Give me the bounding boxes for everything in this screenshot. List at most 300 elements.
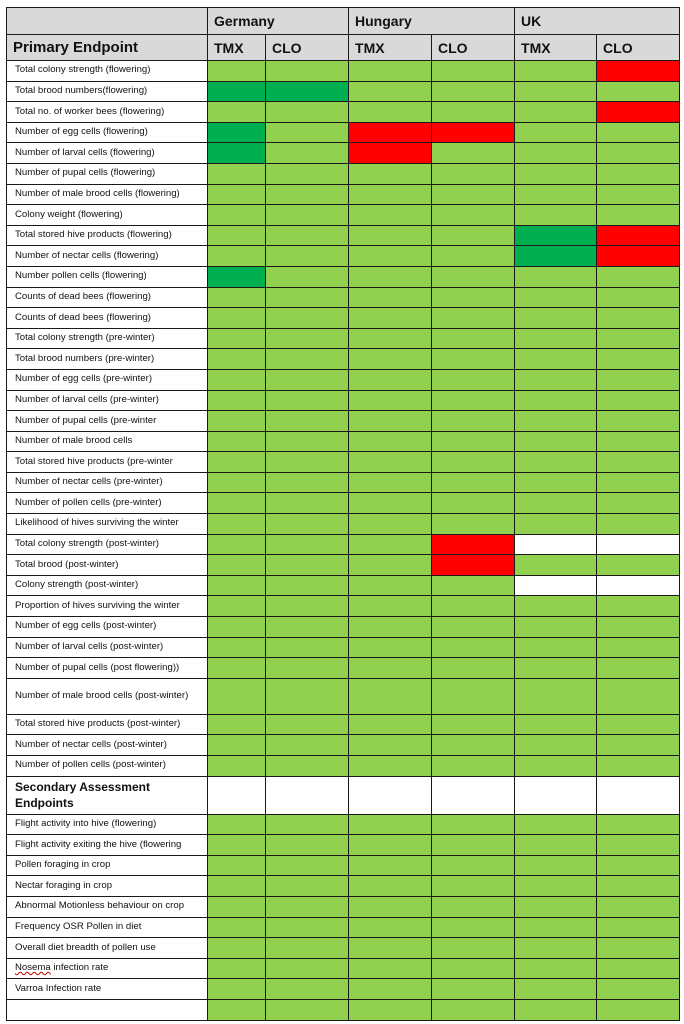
positive-effect-cell-germany-tmx [208, 266, 266, 287]
endpoint-label: Number of male brood cells [7, 431, 208, 452]
no-effect-cell-germany-tmx [208, 493, 266, 514]
no-effect-cell-germany-clo [266, 143, 349, 164]
endpoint-row [7, 411, 680, 432]
no-effect-cell-germany-tmx [208, 678, 266, 714]
no-effect-cell-germany-tmx [208, 102, 266, 123]
no-effect-cell-germany-clo [266, 122, 349, 143]
no-effect-cell-hungary-tmx [349, 246, 432, 267]
no-effect-cell-hungary-clo [432, 596, 515, 617]
endpoint-row [7, 756, 680, 777]
no-effect-cell-uk-clo [597, 328, 680, 349]
empty-cell-uk-clo [597, 776, 680, 814]
no-effect-cell-germany-tmx [208, 917, 266, 938]
no-effect-cell-hungary-clo [432, 246, 515, 267]
no-effect-cell-germany-clo [266, 61, 349, 82]
primary-endpoint-heading: Primary Endpoint [7, 35, 208, 61]
no-effect-cell-germany-tmx [208, 246, 266, 267]
endpoint-label: Flight activity into hive (flowering) [7, 814, 208, 835]
no-effect-cell-germany-clo [266, 246, 349, 267]
positive-effect-cell-uk-tmx [515, 246, 597, 267]
endpoint-row [7, 184, 680, 205]
no-effect-cell-germany-clo [266, 514, 349, 535]
no-effect-cell-germany-tmx [208, 617, 266, 638]
no-effect-cell-germany-clo [266, 917, 349, 938]
no-effect-cell-hungary-clo [432, 678, 515, 714]
endpoint-row [7, 917, 680, 938]
no-effect-cell-uk-tmx [515, 390, 597, 411]
no-effect-cell-uk-tmx [515, 714, 597, 735]
endpoint-row [7, 452, 680, 473]
endpoint-row [7, 658, 680, 679]
no-effect-cell-uk-clo [597, 493, 680, 514]
endpoint-row [7, 205, 680, 226]
endpoint-label [7, 999, 208, 1020]
empty-cell-hungary-clo [432, 776, 515, 814]
no-effect-cell-uk-tmx [515, 431, 597, 452]
no-effect-cell-hungary-clo [432, 855, 515, 876]
treatment-uk-tmx: TMX [515, 35, 597, 61]
no-effect-cell-germany-clo [266, 938, 349, 959]
no-effect-cell-hungary-clo [432, 958, 515, 979]
no-effect-cell-hungary-tmx [349, 328, 432, 349]
endpoint-label: Number of pollen cells (post-winter) [7, 756, 208, 777]
endpoint-label: Total colony strength (pre-winter) [7, 328, 208, 349]
no-effect-cell-germany-tmx [208, 938, 266, 959]
no-effect-cell-hungary-clo [432, 735, 515, 756]
endpoint-row [7, 390, 680, 411]
empty-cell-germany-clo [266, 776, 349, 814]
no-effect-cell-hungary-clo [432, 205, 515, 226]
no-effect-cell-germany-tmx [208, 349, 266, 370]
no-effect-cell-hungary-clo [432, 81, 515, 102]
no-effect-cell-uk-tmx [515, 122, 597, 143]
no-effect-cell-germany-tmx [208, 452, 266, 473]
endpoint-row [7, 835, 680, 856]
endpoint-row [7, 61, 680, 82]
no-effect-cell-germany-tmx [208, 855, 266, 876]
no-effect-cell-germany-clo [266, 205, 349, 226]
no-effect-cell-germany-tmx [208, 514, 266, 535]
endpoint-row [7, 814, 680, 835]
no-effect-cell-uk-clo [597, 143, 680, 164]
no-effect-cell-germany-tmx [208, 637, 266, 658]
no-effect-cell-hungary-clo [432, 369, 515, 390]
no-effect-cell-germany-clo [266, 472, 349, 493]
no-effect-cell-germany-clo [266, 855, 349, 876]
country-uk: UK [515, 8, 680, 35]
endpoint-row [7, 349, 680, 370]
no-effect-cell-germany-clo [266, 678, 349, 714]
no-effect-cell-germany-tmx [208, 184, 266, 205]
empty-cell-germany-tmx [208, 776, 266, 814]
no-effect-cell-hungary-clo [432, 617, 515, 638]
no-effect-cell-uk-clo [597, 876, 680, 897]
no-effect-cell-uk-tmx [515, 287, 597, 308]
no-effect-cell-uk-clo [597, 678, 680, 714]
spellcheck-word: Nosema [15, 962, 51, 974]
treatment-germany-clo: CLO [266, 35, 349, 61]
endpoint-row [7, 855, 680, 876]
no-effect-cell-uk-tmx [515, 369, 597, 390]
no-effect-cell-uk-clo [597, 308, 680, 329]
no-effect-cell-hungary-clo [432, 431, 515, 452]
no-effect-cell-uk-tmx [515, 163, 597, 184]
no-effect-cell-hungary-clo [432, 938, 515, 959]
no-effect-cell-uk-clo [597, 266, 680, 287]
endpoint-label: Number of nectar cells (post-winter) [7, 735, 208, 756]
no-effect-cell-uk-clo [597, 917, 680, 938]
no-effect-cell-germany-clo [266, 493, 349, 514]
no-effect-cell-hungary-tmx [349, 431, 432, 452]
negative-effect-cell-hungary-clo [432, 534, 515, 555]
endpoint-row [7, 246, 680, 267]
no-effect-cell-germany-clo [266, 163, 349, 184]
endpoint-label: Total brood numbers (pre-winter) [7, 349, 208, 370]
no-effect-cell-hungary-clo [432, 979, 515, 1000]
no-effect-cell-germany-tmx [208, 287, 266, 308]
no-effect-cell-germany-tmx [208, 431, 266, 452]
endpoint-label: Number of nectar cells (flowering) [7, 246, 208, 267]
no-effect-cell-uk-tmx [515, 735, 597, 756]
negative-effect-cell-hungary-clo [432, 555, 515, 576]
no-effect-cell-hungary-tmx [349, 266, 432, 287]
no-effect-cell-hungary-tmx [349, 617, 432, 638]
no-effect-cell-hungary-tmx [349, 714, 432, 735]
endpoint-row [7, 958, 680, 979]
no-effect-cell-hungary-clo [432, 266, 515, 287]
endpoint-row [7, 999, 680, 1020]
no-effect-cell-germany-clo [266, 835, 349, 856]
endpoint-label: Counts of dead bees (flowering) [7, 308, 208, 329]
no-effect-cell-uk-tmx [515, 555, 597, 576]
no-effect-cell-hungary-tmx [349, 493, 432, 514]
endpoint-row [7, 328, 680, 349]
treatment-header-row [7, 35, 680, 61]
endpoint-label: Total colony strength (flowering) [7, 61, 208, 82]
no-effect-cell-germany-tmx [208, 658, 266, 679]
no-effect-cell-uk-tmx [515, 814, 597, 835]
endpoint-label: Number of egg cells (flowering) [7, 122, 208, 143]
no-effect-cell-hungary-clo [432, 287, 515, 308]
no-effect-cell-germany-clo [266, 735, 349, 756]
endpoint-label: Number of pupal cells (pre-winter [7, 411, 208, 432]
endpoint-label: Total stored hive products (post-winter) [7, 714, 208, 735]
positive-effect-cell-uk-tmx [515, 225, 597, 246]
endpoint-row [7, 896, 680, 917]
no-effect-cell-germany-tmx [208, 225, 266, 246]
negative-effect-cell-uk-clo [597, 102, 680, 123]
no-effect-cell-uk-tmx [515, 349, 597, 370]
negative-effect-cell-hungary-tmx [349, 143, 432, 164]
no-effect-cell-uk-clo [597, 163, 680, 184]
endpoint-row [7, 122, 680, 143]
endpoint-row [7, 596, 680, 617]
no-effect-cell-hungary-clo [432, 876, 515, 897]
endpoint-label: Total no. of worker bees (flowering) [7, 102, 208, 123]
endpoint-row [7, 287, 680, 308]
no-effect-cell-hungary-tmx [349, 835, 432, 856]
no-effect-cell-germany-clo [266, 431, 349, 452]
no-effect-cell-uk-clo [597, 184, 680, 205]
no-effect-cell-hungary-clo [432, 514, 515, 535]
no-effect-cell-uk-tmx [515, 658, 597, 679]
no-effect-cell-hungary-tmx [349, 163, 432, 184]
no-effect-cell-germany-tmx [208, 472, 266, 493]
no-effect-cell-hungary-tmx [349, 678, 432, 714]
endpoint-label: Total colony strength (post-winter) [7, 534, 208, 555]
no-effect-cell-hungary-clo [432, 637, 515, 658]
treatment-uk-clo: CLO [597, 35, 680, 61]
endpoint-label: Total brood numbers(flowering) [7, 81, 208, 102]
no-effect-cell-hungary-clo [432, 917, 515, 938]
no-effect-cell-hungary-tmx [349, 979, 432, 1000]
no-effect-cell-germany-tmx [208, 308, 266, 329]
no-effect-cell-uk-tmx [515, 958, 597, 979]
section-heading: Secondary Assessment Endpoints [7, 776, 208, 814]
empty-cell-uk-tmx [515, 575, 597, 596]
endpoint-label: Number pollen cells (flowering) [7, 266, 208, 287]
no-effect-cell-hungary-tmx [349, 184, 432, 205]
endpoint-row [7, 637, 680, 658]
section-header-row [7, 776, 680, 814]
endpoint-label: Likelihood of hives surviving the winter [7, 514, 208, 535]
endpoint-label: Number of larval cells (pre-winter) [7, 390, 208, 411]
no-effect-cell-germany-clo [266, 349, 349, 370]
no-effect-cell-uk-tmx [515, 184, 597, 205]
no-effect-cell-hungary-tmx [349, 999, 432, 1020]
endpoint-label: Counts of dead bees (flowering) [7, 287, 208, 308]
endpoint-row [7, 514, 680, 535]
endpoint-label: Number of nectar cells (pre-winter) [7, 472, 208, 493]
no-effect-cell-hungary-tmx [349, 205, 432, 226]
no-effect-cell-hungary-clo [432, 184, 515, 205]
no-effect-cell-uk-tmx [515, 835, 597, 856]
endpoint-row [7, 493, 680, 514]
no-effect-cell-hungary-clo [432, 411, 515, 432]
no-effect-cell-hungary-tmx [349, 756, 432, 777]
endpoint-label: Number of egg cells (pre-winter) [7, 369, 208, 390]
endpoint-row [7, 225, 680, 246]
no-effect-cell-germany-tmx [208, 735, 266, 756]
no-effect-cell-germany-clo [266, 958, 349, 979]
no-effect-cell-uk-clo [597, 555, 680, 576]
no-effect-cell-germany-tmx [208, 411, 266, 432]
endpoint-label: Number of male brood cells (flowering) [7, 184, 208, 205]
endpoint-row [7, 308, 680, 329]
endpoint-row [7, 876, 680, 897]
no-effect-cell-uk-clo [597, 637, 680, 658]
no-effect-cell-hungary-tmx [349, 637, 432, 658]
no-effect-cell-germany-clo [266, 390, 349, 411]
no-effect-cell-uk-tmx [515, 514, 597, 535]
no-effect-cell-germany-clo [266, 452, 349, 473]
no-effect-cell-uk-tmx [515, 979, 597, 1000]
no-effect-cell-uk-clo [597, 349, 680, 370]
no-effect-cell-germany-tmx [208, 835, 266, 856]
no-effect-cell-hungary-clo [432, 163, 515, 184]
no-effect-cell-uk-tmx [515, 472, 597, 493]
no-effect-cell-uk-tmx [515, 61, 597, 82]
no-effect-cell-germany-tmx [208, 714, 266, 735]
no-effect-cell-germany-tmx [208, 999, 266, 1020]
no-effect-cell-germany-tmx [208, 534, 266, 555]
no-effect-cell-germany-tmx [208, 575, 266, 596]
no-effect-cell-hungary-tmx [349, 938, 432, 959]
no-effect-cell-germany-clo [266, 328, 349, 349]
no-effect-cell-hungary-tmx [349, 514, 432, 535]
no-effect-cell-uk-clo [597, 452, 680, 473]
endpoint-row [7, 143, 680, 164]
positive-effect-cell-germany-tmx [208, 81, 266, 102]
no-effect-cell-germany-clo [266, 102, 349, 123]
endpoint-row [7, 575, 680, 596]
positive-effect-cell-germany-tmx [208, 143, 266, 164]
treatment-germany-tmx: TMX [208, 35, 266, 61]
no-effect-cell-uk-clo [597, 999, 680, 1020]
no-effect-cell-uk-clo [597, 287, 680, 308]
no-effect-cell-hungary-clo [432, 714, 515, 735]
no-effect-cell-uk-tmx [515, 452, 597, 473]
no-effect-cell-germany-clo [266, 287, 349, 308]
no-effect-cell-germany-clo [266, 575, 349, 596]
endpoint-row [7, 617, 680, 638]
no-effect-cell-uk-tmx [515, 81, 597, 102]
no-effect-cell-hungary-clo [432, 493, 515, 514]
no-effect-cell-germany-tmx [208, 979, 266, 1000]
no-effect-cell-uk-clo [597, 122, 680, 143]
no-effect-cell-germany-clo [266, 999, 349, 1020]
no-effect-cell-uk-tmx [515, 756, 597, 777]
endpoint-label: Varroa Infection rate [7, 979, 208, 1000]
endpoint-row [7, 369, 680, 390]
no-effect-cell-hungary-clo [432, 999, 515, 1020]
no-effect-cell-hungary-clo [432, 658, 515, 679]
no-effect-cell-uk-tmx [515, 143, 597, 164]
negative-effect-cell-uk-clo [597, 225, 680, 246]
no-effect-cell-hungary-tmx [349, 61, 432, 82]
no-effect-cell-hungary-tmx [349, 534, 432, 555]
no-effect-cell-hungary-tmx [349, 876, 432, 897]
empty-cell-uk-clo [597, 575, 680, 596]
no-effect-cell-uk-tmx [515, 917, 597, 938]
no-effect-cell-uk-clo [597, 896, 680, 917]
no-effect-cell-uk-clo [597, 714, 680, 735]
no-effect-cell-uk-tmx [515, 493, 597, 514]
no-effect-cell-hungary-clo [432, 308, 515, 329]
endpoint-row [7, 472, 680, 493]
no-effect-cell-hungary-clo [432, 349, 515, 370]
no-effect-cell-hungary-tmx [349, 735, 432, 756]
no-effect-cell-hungary-clo [432, 328, 515, 349]
no-effect-cell-hungary-clo [432, 814, 515, 835]
header-corner-cell [7, 8, 208, 35]
no-effect-cell-germany-clo [266, 369, 349, 390]
treatment-hungary-clo: CLO [432, 35, 515, 61]
no-effect-cell-hungary-tmx [349, 896, 432, 917]
endpoint-label: Number of pupal cells (flowering) [7, 163, 208, 184]
no-effect-cell-hungary-clo [432, 143, 515, 164]
endpoint-row [7, 714, 680, 735]
no-effect-cell-hungary-tmx [349, 596, 432, 617]
no-effect-cell-germany-tmx [208, 205, 266, 226]
no-effect-cell-germany-clo [266, 637, 349, 658]
positive-effect-cell-germany-clo [266, 81, 349, 102]
treatment-hungary-tmx: TMX [349, 35, 432, 61]
no-effect-cell-uk-clo [597, 855, 680, 876]
endpoint-row [7, 81, 680, 102]
no-effect-cell-uk-clo [597, 411, 680, 432]
no-effect-cell-hungary-tmx [349, 349, 432, 370]
no-effect-cell-uk-tmx [515, 637, 597, 658]
no-effect-cell-uk-tmx [515, 617, 597, 638]
no-effect-cell-uk-clo [597, 735, 680, 756]
no-effect-cell-hungary-tmx [349, 369, 432, 390]
no-effect-cell-uk-tmx [515, 205, 597, 226]
no-effect-cell-hungary-clo [432, 835, 515, 856]
empty-cell-uk-tmx [515, 776, 597, 814]
endpoint-label: Nectar foraging in crop [7, 876, 208, 897]
no-effect-cell-hungary-clo [432, 225, 515, 246]
no-effect-cell-germany-tmx [208, 555, 266, 576]
endpoint-label: Nosema infection rate [7, 958, 208, 979]
no-effect-cell-germany-tmx [208, 876, 266, 897]
endpoint-label: Abnormal Motionless behaviour on crop [7, 896, 208, 917]
no-effect-cell-hungary-tmx [349, 390, 432, 411]
no-effect-cell-uk-clo [597, 979, 680, 1000]
no-effect-cell-germany-tmx [208, 163, 266, 184]
endpoint-row [7, 163, 680, 184]
no-effect-cell-uk-clo [597, 390, 680, 411]
no-effect-cell-germany-tmx [208, 896, 266, 917]
no-effect-cell-uk-clo [597, 814, 680, 835]
no-effect-cell-uk-tmx [515, 999, 597, 1020]
endpoint-row [7, 534, 680, 555]
endpoint-label: Total stored hive products (flowering) [7, 225, 208, 246]
no-effect-cell-hungary-clo [432, 61, 515, 82]
no-effect-cell-uk-tmx [515, 328, 597, 349]
endpoint-row [7, 102, 680, 123]
no-effect-cell-germany-clo [266, 876, 349, 897]
no-effect-cell-hungary-clo [432, 575, 515, 596]
no-effect-cell-germany-tmx [208, 390, 266, 411]
no-effect-cell-germany-clo [266, 658, 349, 679]
empty-cell-hungary-tmx [349, 776, 432, 814]
endpoint-row [7, 678, 680, 714]
endpoint-results-table [6, 7, 680, 1021]
no-effect-cell-uk-clo [597, 369, 680, 390]
no-effect-cell-germany-clo [266, 896, 349, 917]
no-effect-cell-germany-clo [266, 714, 349, 735]
endpoint-row [7, 979, 680, 1000]
no-effect-cell-hungary-clo [432, 896, 515, 917]
no-effect-cell-germany-tmx [208, 328, 266, 349]
no-effect-cell-hungary-tmx [349, 452, 432, 473]
no-effect-cell-germany-tmx [208, 814, 266, 835]
no-effect-cell-germany-clo [266, 756, 349, 777]
endpoint-label: Number of male brood cells (post-winter) [7, 678, 208, 714]
no-effect-cell-hungary-tmx [349, 411, 432, 432]
no-effect-cell-germany-clo [266, 596, 349, 617]
no-effect-cell-hungary-tmx [349, 225, 432, 246]
no-effect-cell-germany-clo [266, 184, 349, 205]
endpoint-row [7, 735, 680, 756]
no-effect-cell-uk-tmx [515, 596, 597, 617]
endpoint-label: Colony strength (post-winter) [7, 575, 208, 596]
no-effect-cell-hungary-clo [432, 390, 515, 411]
no-effect-cell-germany-clo [266, 555, 349, 576]
no-effect-cell-uk-clo [597, 958, 680, 979]
endpoint-label: Number of larval cells (post-winter) [7, 637, 208, 658]
